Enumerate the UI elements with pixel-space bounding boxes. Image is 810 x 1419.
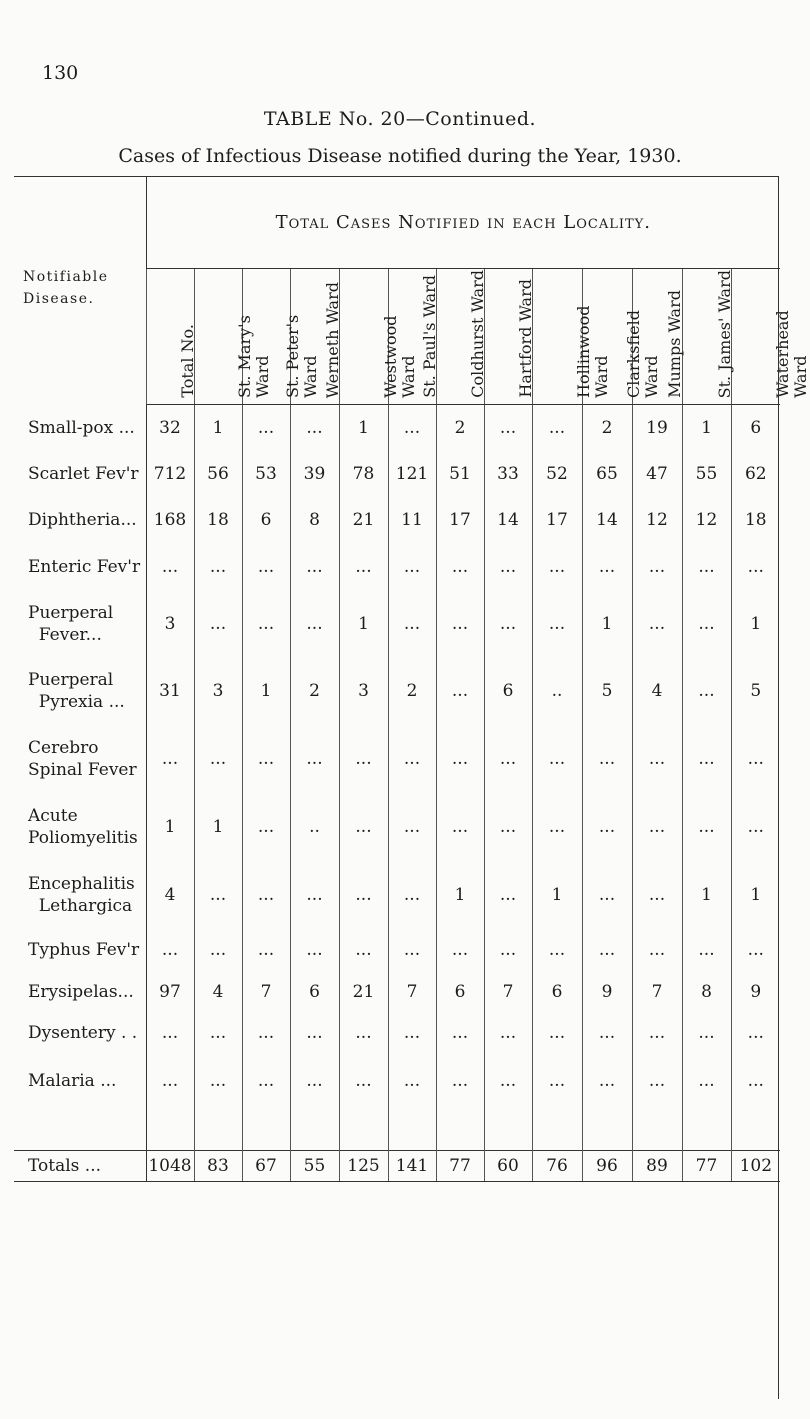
cell-value: ... — [731, 1013, 780, 1053]
cell-value: 17 — [436, 497, 484, 543]
cell-value: 3 — [146, 591, 194, 657]
cell-value: ... — [242, 1013, 290, 1053]
cell-value: ... — [632, 591, 682, 657]
cell-value: 97 — [146, 971, 194, 1013]
disease-name: Scarlet Fev'r — [28, 463, 139, 484]
total-value: 96 — [582, 1151, 632, 1182]
table-row — [14, 405, 780, 451]
cell-value: ... — [388, 793, 436, 861]
cell-value: ... — [436, 657, 484, 725]
table-row — [14, 793, 780, 861]
disease-name: Erysipelas... — [28, 981, 134, 1002]
cell-value: ... — [632, 929, 682, 971]
cell-value: ... — [339, 861, 388, 929]
table-subtitle: Cases of Infectious Disease notified during the Year, 1930. — [118, 145, 682, 167]
cell-value: 14 — [582, 497, 632, 543]
cell-value: 1 — [146, 793, 194, 861]
cell-value: .. — [532, 657, 582, 725]
cell-value: 121 — [388, 451, 436, 497]
cell-value: ... — [242, 793, 290, 861]
cell-value: ... — [532, 793, 582, 861]
cell-value: ... — [290, 861, 339, 929]
cell-value: ... — [339, 929, 388, 971]
table-row — [14, 543, 780, 591]
cell-value: 3 — [194, 657, 242, 725]
column-header-1 — [194, 269, 272, 405]
cell-value: 78 — [339, 451, 388, 497]
cell-value: ... — [146, 1053, 194, 1109]
cell-value: ... — [731, 929, 780, 971]
cell-value: ... — [582, 543, 632, 591]
table-row — [14, 591, 780, 657]
column-header-4 — [339, 269, 418, 405]
cell-value: ... — [582, 861, 632, 929]
column-header-11 — [682, 269, 734, 405]
cell-value: ... — [532, 591, 582, 657]
cell-value: 4 — [146, 861, 194, 929]
cell-value: 33 — [484, 451, 532, 497]
cell-value: ... — [436, 929, 484, 971]
cell-value: 1 — [731, 591, 780, 657]
total-value: 125 — [339, 1151, 388, 1182]
column-header-label: Hollinwood Ward — [574, 305, 611, 398]
cell-value: ... — [388, 929, 436, 971]
cell-value: 1 — [682, 861, 731, 929]
cell-value: ... — [290, 929, 339, 971]
cell-value: 5 — [582, 657, 632, 725]
cell-value: ... — [436, 1053, 484, 1109]
cell-value: 6 — [242, 497, 290, 543]
cell-value: ... — [290, 725, 339, 793]
page-number: 130 — [42, 62, 79, 84]
cell-value: ... — [242, 591, 290, 657]
cell-value: ... — [632, 725, 682, 793]
infectious-disease-table — [14, 176, 810, 1182]
cell-value: ... — [582, 725, 632, 793]
column-header-8 — [532, 269, 611, 405]
cell-value: ... — [484, 929, 532, 971]
cell-value: ... — [242, 1053, 290, 1109]
cell-value: ... — [388, 405, 436, 451]
cell-value: ... — [532, 725, 582, 793]
cell-value: ... — [194, 1053, 242, 1109]
cell-value: 52 — [532, 451, 582, 497]
cell-value: 56 — [194, 451, 242, 497]
cell-value: ... — [682, 591, 731, 657]
cell-value: 51 — [436, 451, 484, 497]
cell-value: 21 — [339, 971, 388, 1013]
cell-value: ... — [436, 725, 484, 793]
cell-value: 18 — [731, 497, 780, 543]
cell-value: ... — [731, 543, 780, 591]
column-header-label: Clarksfield Ward — [624, 310, 661, 398]
cell-value: ... — [194, 543, 242, 591]
cell-value: ... — [242, 405, 290, 451]
cell-value: ... — [484, 1013, 532, 1053]
cell-value: ... — [632, 1013, 682, 1053]
cell-value: ... — [194, 725, 242, 793]
cell-value: 12 — [632, 497, 682, 543]
cell-value: ... — [582, 793, 632, 861]
cell-value: 7 — [388, 971, 436, 1013]
column-header-label: Westwood Ward — [380, 315, 418, 398]
column-header-5 — [388, 269, 439, 405]
cell-value: ... — [388, 1013, 436, 1053]
cell-value: ... — [242, 543, 290, 591]
cell-value: ... — [242, 929, 290, 971]
disease-name: Acute Poliomyelitis — [28, 805, 138, 848]
disease-name: Puerperal Pyrexia ... — [28, 669, 125, 712]
cell-value: ... — [290, 1053, 339, 1109]
cell-value: ... — [582, 929, 632, 971]
disease-name: Cerebro Spinal Fever — [28, 737, 137, 780]
totals-row — [14, 1151, 780, 1182]
column-header-label: St. Mary's Ward — [235, 315, 272, 398]
cell-value: ... — [484, 725, 532, 793]
cell-value: 6 — [484, 657, 532, 725]
cell-value: 47 — [632, 451, 682, 497]
total-value: 102 — [731, 1151, 780, 1182]
column-header-label: Hartford Ward — [516, 279, 535, 398]
disease-name: Enteric Fev'r — [28, 556, 141, 577]
notifiable-disease-header: Notifiable Disease. — [23, 269, 109, 307]
cell-value: 1 — [339, 591, 388, 657]
cell-value: ... — [388, 591, 436, 657]
column-header-0 — [146, 269, 197, 405]
cell-value: 39 — [290, 451, 339, 497]
cell-value: ... — [632, 543, 682, 591]
table-row — [14, 497, 780, 543]
cell-value: 53 — [242, 451, 290, 497]
cell-value: 14 — [484, 497, 532, 543]
cell-value: ... — [436, 1013, 484, 1053]
disease-name: Malaria ... — [28, 1070, 117, 1091]
cell-value: ... — [339, 793, 388, 861]
cell-value: ... — [484, 1053, 532, 1109]
column-header-10 — [632, 269, 682, 405]
disease-name: Encephalitis Lethargica — [28, 873, 135, 916]
cell-value: ... — [532, 929, 582, 971]
total-value: 77 — [436, 1151, 484, 1182]
cell-value: ... — [339, 1053, 388, 1109]
cell-value: ... — [339, 543, 388, 591]
cell-value: ... — [682, 657, 731, 725]
table-title: TABLE No. 20—Continued. — [263, 108, 537, 130]
disease-name: Small-pox ... — [28, 417, 135, 438]
spacer-row — [14, 1109, 780, 1151]
cell-value: 65 — [582, 451, 632, 497]
column-header-label: St. Paul's Ward — [420, 275, 439, 398]
cell-value: ... — [682, 793, 731, 861]
cell-value: 1 — [242, 657, 290, 725]
cell-value: 7 — [632, 971, 682, 1013]
column-header-label: St. Peter's Ward — [283, 314, 320, 398]
column-header-label: Mumps Ward — [665, 290, 684, 398]
cell-value: ... — [682, 725, 731, 793]
cell-value: 2 — [436, 405, 484, 451]
cell-value: 6 — [436, 971, 484, 1013]
cell-value: 2 — [582, 405, 632, 451]
cell-value: ... — [632, 861, 682, 929]
table-row — [14, 861, 780, 929]
column-header-9 — [582, 269, 661, 405]
locality-header: Total Cases Notified in each Locality. — [146, 176, 780, 269]
cell-value: ... — [146, 543, 194, 591]
cell-value: ... — [194, 591, 242, 657]
cell-value: ... — [484, 591, 532, 657]
cell-value: 1 — [682, 405, 731, 451]
table-row — [14, 725, 780, 793]
cell-value: ... — [484, 861, 532, 929]
cell-value: 6 — [290, 971, 339, 1013]
cell-value: 8 — [682, 971, 731, 1013]
total-value: 83 — [194, 1151, 242, 1182]
cell-value: ... — [290, 543, 339, 591]
cell-value: 21 — [339, 497, 388, 543]
cell-value: 6 — [532, 971, 582, 1013]
cell-value: 2 — [388, 657, 436, 725]
total-value: 1048 — [146, 1151, 194, 1182]
table-row — [14, 1013, 780, 1053]
column-header-2 — [242, 269, 320, 405]
cell-value: ... — [532, 1053, 582, 1109]
cell-value: ... — [339, 1013, 388, 1053]
cell-value: 712 — [146, 451, 194, 497]
cell-value: ... — [731, 793, 780, 861]
cell-value: 2 — [290, 657, 339, 725]
disease-name: Diphtheria... — [28, 509, 137, 530]
cell-value: 11 — [388, 497, 436, 543]
table-row — [14, 1053, 780, 1109]
table-row — [14, 971, 780, 1013]
cell-value: ... — [632, 793, 682, 861]
cell-value: ... — [582, 1053, 632, 1109]
cell-value: ... — [290, 405, 339, 451]
column-header-label: Werneth Ward — [322, 281, 342, 398]
cell-value: ... — [194, 861, 242, 929]
cell-value: 8 — [290, 497, 339, 543]
cell-value: 3 — [339, 657, 388, 725]
cell-value: 18 — [194, 497, 242, 543]
cell-value: ... — [290, 591, 339, 657]
cell-value: 55 — [682, 451, 731, 497]
cell-value: 9 — [582, 971, 632, 1013]
cell-value: 7 — [484, 971, 532, 1013]
cell-value: ... — [731, 725, 780, 793]
column-header-label: Coldhurst Ward — [468, 270, 487, 398]
cell-value: ... — [682, 929, 731, 971]
cell-value: 17 — [532, 497, 582, 543]
disease-name: Puerperal Fever... — [28, 602, 114, 645]
cell-value: .. — [290, 793, 339, 861]
disease-name: Typhus Fev'r — [28, 939, 140, 960]
totals-label: Totals ... — [14, 1151, 146, 1182]
cell-value: 168 — [146, 497, 194, 543]
column-header-label: St. James' Ward — [714, 269, 734, 398]
cell-value: ... — [582, 1013, 632, 1053]
cell-value: 31 — [146, 657, 194, 725]
cell-value: ... — [290, 1013, 339, 1053]
cell-value: ... — [388, 543, 436, 591]
cell-value: 4 — [632, 657, 682, 725]
cell-value: ... — [532, 543, 582, 591]
column-header-3 — [290, 269, 342, 405]
cell-value: ... — [146, 725, 194, 793]
total-value: 77 — [682, 1151, 731, 1182]
table-row — [14, 929, 780, 971]
cell-value: 19 — [632, 405, 682, 451]
cell-value: 1 — [194, 405, 242, 451]
cell-value: ... — [682, 543, 731, 591]
cell-value: 1 — [582, 591, 632, 657]
cell-value: ... — [484, 405, 532, 451]
total-value: 60 — [484, 1151, 532, 1182]
column-header-7 — [484, 269, 535, 405]
cell-value: 5 — [731, 657, 780, 725]
cell-value: ... — [436, 793, 484, 861]
cell-value: ... — [388, 725, 436, 793]
cell-value: ... — [242, 725, 290, 793]
cell-value: ... — [532, 1013, 582, 1053]
table-row — [14, 657, 780, 725]
disease-name: Dysentery . . — [28, 1022, 138, 1043]
cell-value: 32 — [146, 405, 194, 451]
cell-value: ... — [484, 543, 532, 591]
cell-value: 4 — [194, 971, 242, 1013]
cell-value: ... — [731, 1053, 780, 1109]
column-header-label: Total No. — [178, 324, 197, 398]
cell-value: ... — [388, 1053, 436, 1109]
cell-value: ... — [682, 1053, 731, 1109]
cell-value: 1 — [436, 861, 484, 929]
cell-value: 1 — [532, 861, 582, 929]
total-value: 141 — [388, 1151, 436, 1182]
cell-value: ... — [532, 405, 582, 451]
cell-value: ... — [436, 591, 484, 657]
cell-value: ... — [339, 725, 388, 793]
cell-value: ... — [146, 1013, 194, 1053]
column-header-6 — [436, 269, 487, 405]
cell-value: 1 — [194, 793, 242, 861]
cell-value: ... — [388, 861, 436, 929]
cell-value: ... — [484, 793, 532, 861]
cell-value: ... — [632, 1053, 682, 1109]
cell-value: 62 — [731, 451, 780, 497]
cell-value: 1 — [731, 861, 780, 929]
cell-value: 9 — [731, 971, 780, 1013]
cell-value: 6 — [731, 405, 780, 451]
total-value: 89 — [632, 1151, 682, 1182]
cell-value: ... — [242, 861, 290, 929]
cell-value: ... — [436, 543, 484, 591]
column-header-12 — [731, 269, 810, 405]
cell-value: ... — [194, 929, 242, 971]
cell-value: 12 — [682, 497, 731, 543]
cell-value: ... — [682, 1013, 731, 1053]
table-row — [14, 451, 780, 497]
cell-value: 7 — [242, 971, 290, 1013]
cell-value: ... — [146, 929, 194, 971]
total-value: 76 — [532, 1151, 582, 1182]
column-header-label: Waterhead Ward — [772, 310, 810, 398]
total-value: 67 — [242, 1151, 290, 1182]
cell-value: 1 — [339, 405, 388, 451]
cell-value: ... — [194, 1013, 242, 1053]
total-value: 55 — [290, 1151, 339, 1182]
